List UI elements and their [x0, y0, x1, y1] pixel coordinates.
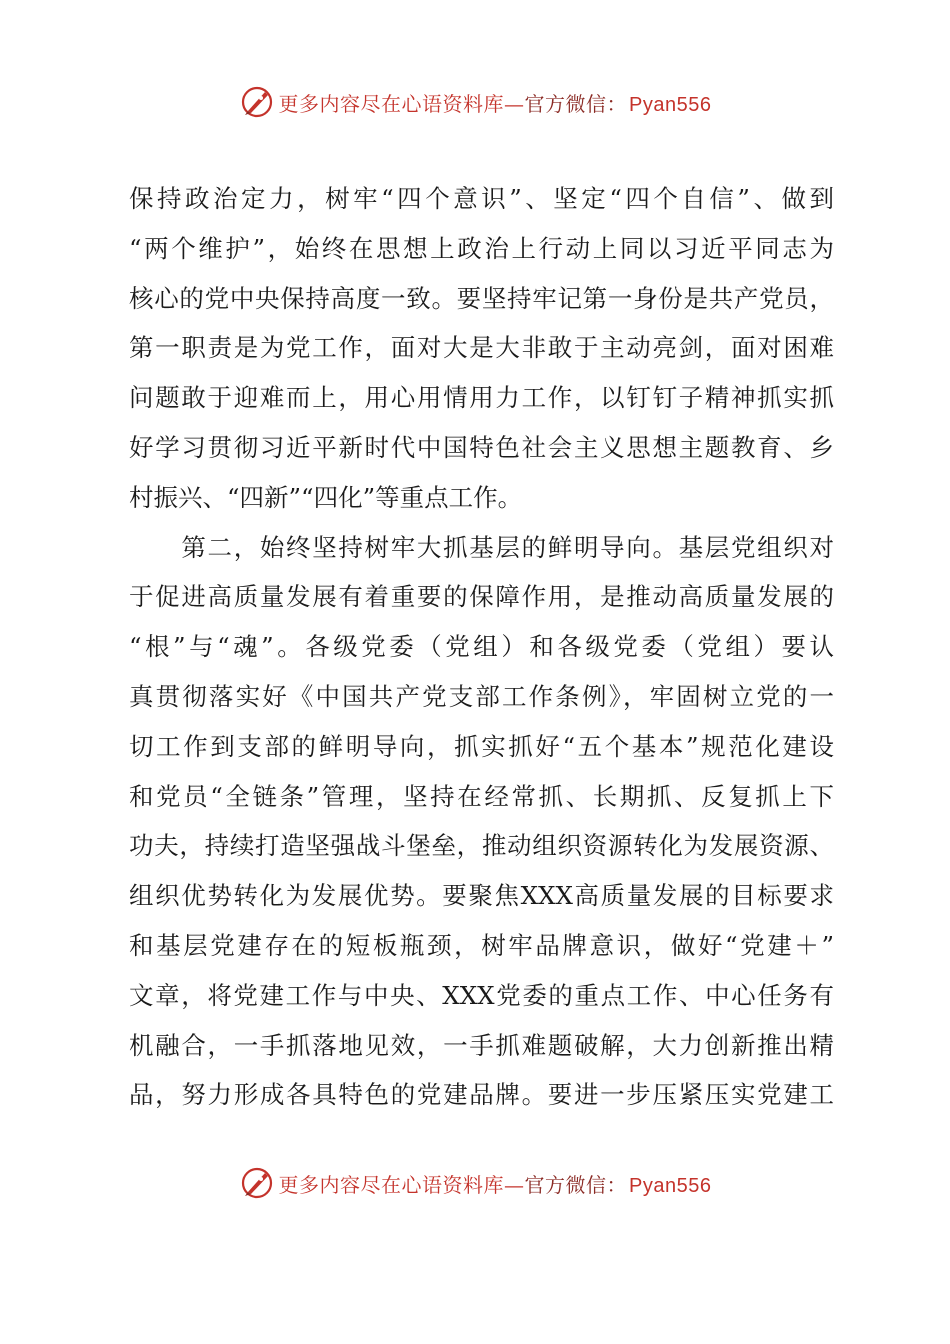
banner-text [279, 88, 712, 117]
banner-wechat-label: 官方微信： [524, 1172, 628, 1197]
quill-pen-circle-icon [239, 1165, 275, 1201]
banner-wechat-label: 官方微信： [524, 91, 628, 116]
body-line: “根”与“魂”。各级党委（党组）和各级党委（党组）要认 [129, 632, 834, 662]
body-line: 切工作到支部的鲜明导向，抓实抓好“五个基本”规范化建设 [129, 731, 834, 761]
body-line: 和党员“全链条”管理，坚持在经常抓、长期抓、反复抓上下 [129, 781, 834, 811]
banner-site-text: 更多内容尽在心语资料库 [278, 1172, 505, 1197]
body-line: 组织优势转化为发展优势。要聚焦XXX高质量发展的目标要求 [129, 881, 834, 911]
document-body [129, 174, 834, 1120]
banner-separator: — [504, 1172, 525, 1197]
banner-account: Pyan556 [629, 1174, 712, 1197]
header-banner [0, 80, 950, 124]
body-line: 机融合，一手抓落地见效，一手抓难题破解，大力创新推出精 [129, 1030, 834, 1060]
banner-account: Pyan556 [629, 93, 712, 116]
footer-banner [0, 1161, 950, 1205]
body-line: 村振兴、“四新”“四化”等重点工作。 [129, 482, 523, 512]
body-line: 功夫，持续打造坚强战斗堡垒，推动组织资源转化为发展资源、 [129, 831, 834, 861]
body-line: 于促进高质量发展有着重要的保障作用，是推动高质量发展的 [129, 582, 834, 612]
body-line: “两个维护”，始终在思想上政治上行动上同以习近平同志为 [129, 233, 834, 263]
body-line: 保持政治定力，树牢“四个意识”、坚定“四个自信”、做到 [129, 184, 834, 213]
body-line: 好学习贯彻习近平新时代中国特色社会主义思想主题教育、乡 [129, 432, 834, 462]
banner-separator: — [504, 91, 525, 116]
body-line: 第一职责是为党工作，面对大是大非敢于主动亮剑，面对困难 [129, 333, 834, 363]
body-line: 核心的党中央保持高度一致。要坚持牢记第一身份是共产党员， [129, 283, 834, 313]
body-line: 问题敢于迎难而上，用心用情用力工作，以钉钉子精神抓实抓 [129, 383, 834, 413]
body-line: 和基层党建存在的短板瓶颈，树牢品牌意识，做好“党建＋” [129, 930, 834, 960]
body-line: 文章，将党建工作与中央、XXX党委的重点工作、中心任务有 [129, 980, 834, 1010]
body-line: 品，努力形成各具特色的党建品牌。要进一步压紧压实党建工 [129, 1080, 834, 1110]
banner-text [279, 1169, 712, 1198]
quill-pen-circle-icon [239, 84, 275, 120]
body-line: 真贯彻落实好《中国共产党支部工作条例》，牢固树立党的一 [129, 681, 834, 711]
banner-site-text: 更多内容尽在心语资料库 [278, 91, 505, 116]
body-line: 第二，始终坚持树牢大抓基层的鲜明导向。基层党组织对 [129, 532, 834, 562]
